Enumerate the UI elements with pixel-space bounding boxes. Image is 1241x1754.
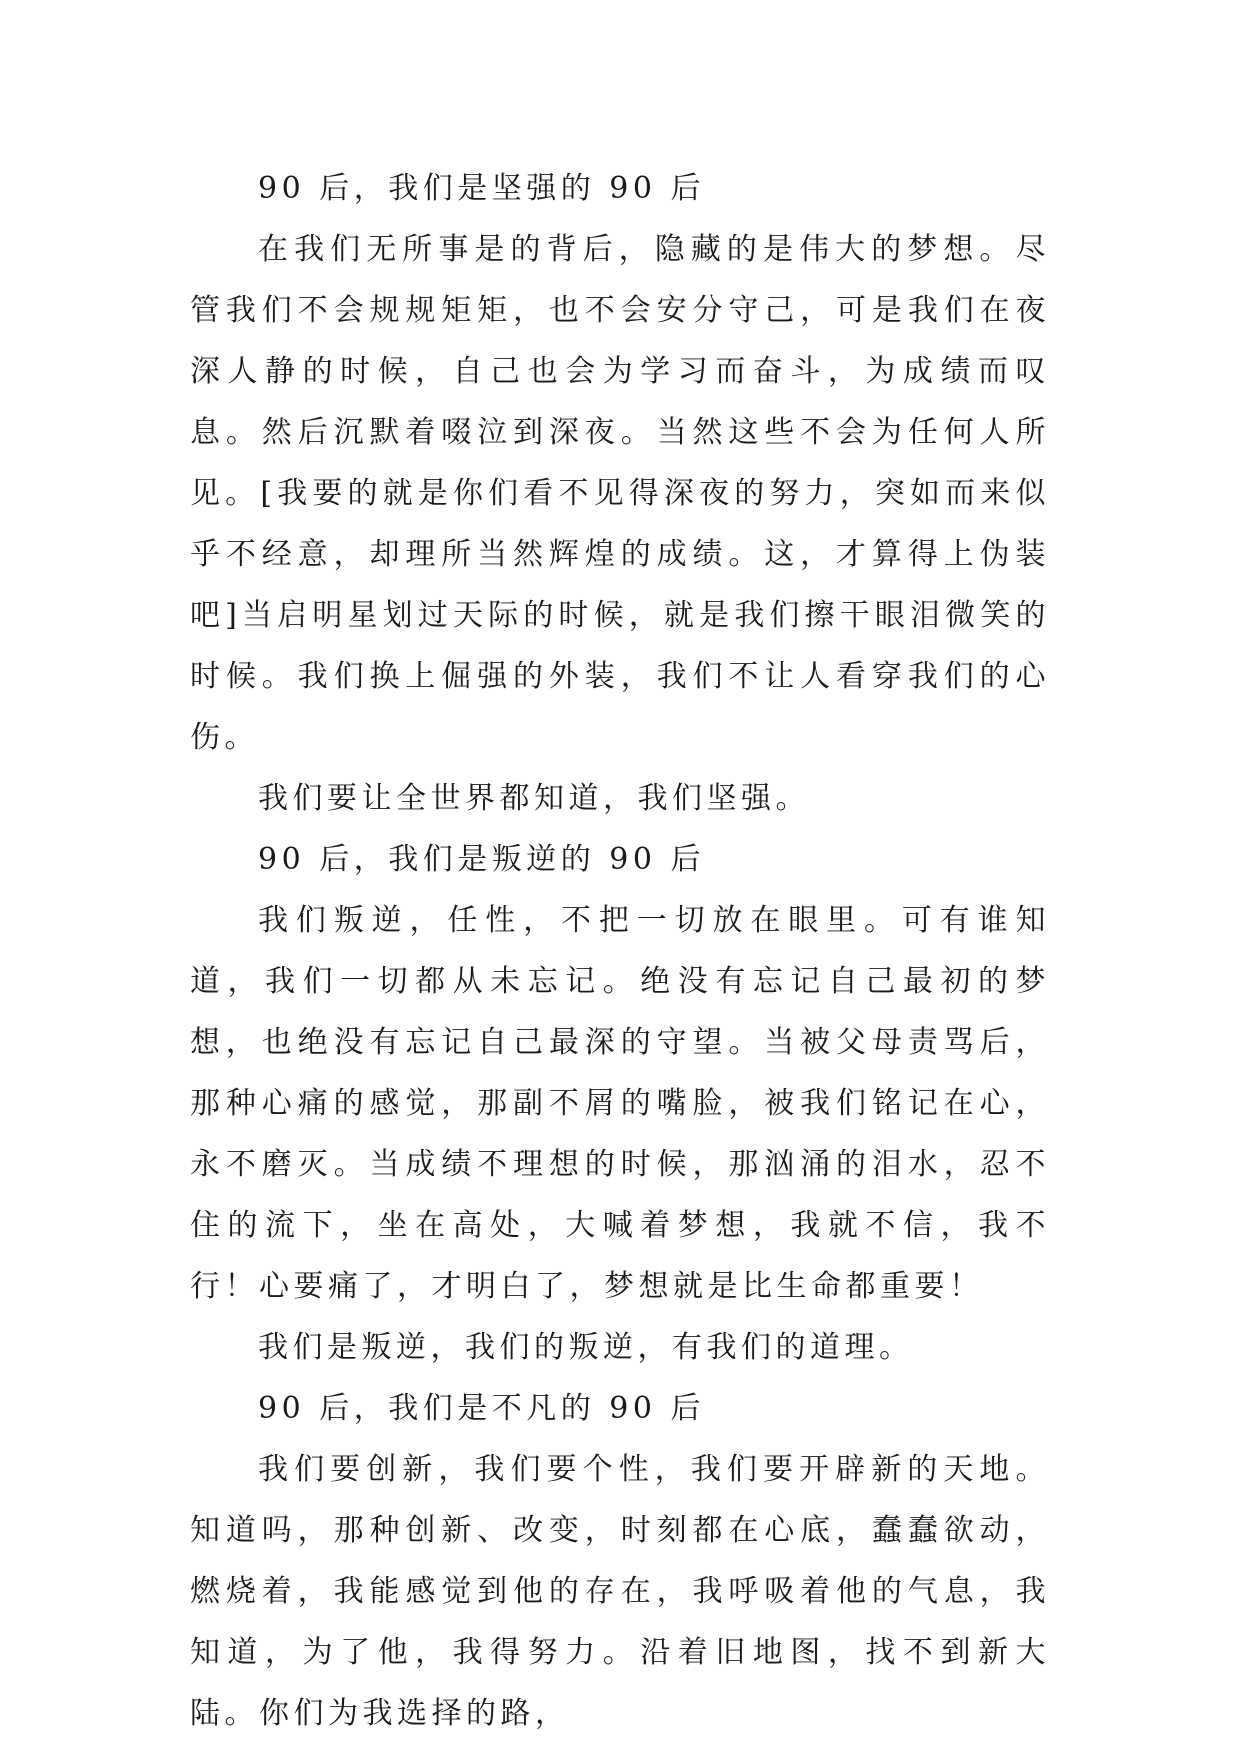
paragraph: 在我们无所事是的背后，隐藏的是伟大的梦想。尽管我们不会规规矩矩，也不会安分守己，可是我们在夜深人静的时候，自己也会为学习而奋斗，为成绩而叹息。然后沉默着啜泣到深夜。当然这些不会为任何人所见。[我要的就是你们看不见得深夜的努力，突如而来似乎不经意，却理所当然辉煌的成绩。这，才算得上伪装吧]当启明星划过天际的时候，就是我们擦干眼泪微笑的时候。我们换上倔强的外装，我们不让人看穿我们的心伤。: [190, 232, 1050, 755]
paragraph: 我们要让全世界都知道，我们坚强。: [258, 781, 810, 816]
document-body: [190, 158, 1050, 1744]
section-heading-extraordinary: 90 后，我们是不凡的 90 后: [258, 1391, 705, 1426]
section-heading-strong: 90 后，我们是坚强的 90 后: [258, 171, 705, 206]
section-heading-rebellious: 90 后，我们是叛逆的 90 后: [258, 842, 705, 877]
paragraph: 我们叛逆，任性，不把一切放在眼里。可有谁知道，我们一切都从未忘记。绝没有忘记自己最初的梦想，也绝没有忘记自己最深的守望。当被父母责骂后，那种心痛的感觉，那副不屑的嘴脸，被我们铭记在心，永不磨灭。当成绩不理想的时候，那汹涌的泪水，忍不住的流下，坐在高处，大喊着梦想，我就不信，我不行！心要痛了，才明白了，梦想就是比生命都重要！: [190, 903, 1050, 1304]
paragraph: 我们是叛逆，我们的叛逆，有我们的道理。: [258, 1330, 914, 1365]
paragraph: 我们要创新，我们要个性，我们要开辟新的天地。知道吗，那种创新、改变，时刻都在心底，蠢蠢欲动，燃烧着，我能感觉到他的存在，我呼吸着他的气息，我知道，为了他，我得努力。沿着旧地图，找不到新大陆。你们为我选择的路，: [190, 1452, 1050, 1731]
